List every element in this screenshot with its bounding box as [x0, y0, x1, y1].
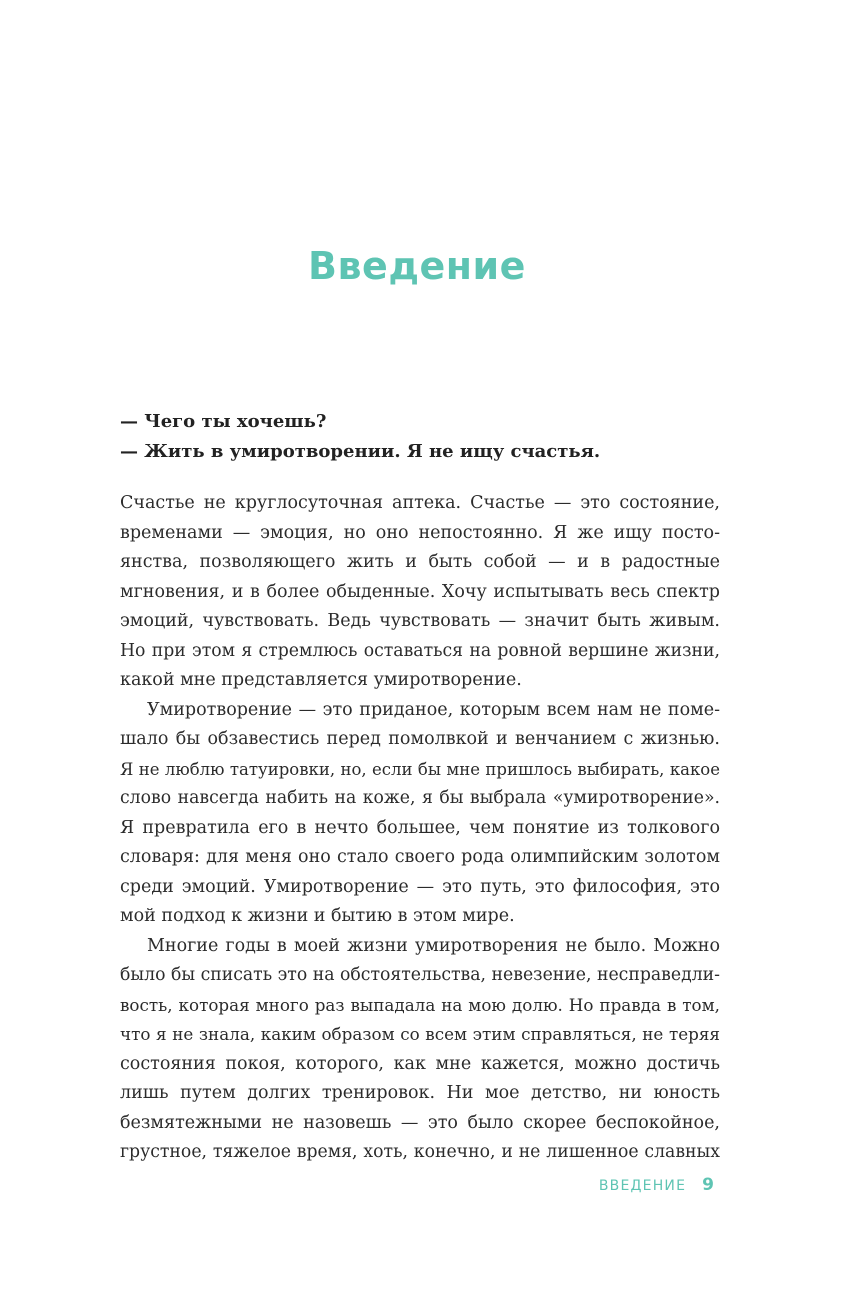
text-line: слово навсегда набить на коже, я бы выбрала «умиротворение». — [120, 788, 720, 808]
text-line: шало бы обзавестись перед помолвкой и венчанием с жизнью. — [120, 729, 720, 749]
paragraph — [120, 932, 720, 1168]
text-line: Я превратила его в нечто большее, чем понятие из толкового — [120, 817, 720, 838]
text-line: Счастье не круглосуточная аптека. Счастье — это состояние, — [120, 493, 720, 513]
text-line: Я не люблю татуировки, но, если бы мне пришлось выбирать, какое — [120, 759, 720, 779]
text-line: эмоций, чувствовать. Ведь чувствовать — значит быть живым. — [120, 611, 720, 631]
text-line: среди эмоций. Умиротворение — это путь, это философия, это — [120, 876, 720, 897]
text-line: янства, позволяющего жить и быть собой — и в радостные — [120, 552, 720, 572]
dialogue-question: — Чего ты хочешь? — [120, 411, 327, 432]
text-line: что я не знала, каким образом со всем этим справляться, не теряя — [120, 1024, 720, 1044]
text-line: словаря: для меня оно стало своего рода олимпийским золотом — [120, 847, 720, 867]
text-line: какой мне представляется умиротворение. — [120, 670, 522, 690]
body-text — [120, 489, 720, 1168]
paragraph — [120, 489, 720, 696]
text-line: временами — эмоция, но оно непостоянно. Я же ищу посто- — [120, 522, 720, 543]
text-line: было бы списать это на обстоятельства, невезение, несправедли- — [120, 965, 720, 985]
chapter-title: Введение — [308, 244, 526, 288]
dialogue-block — [120, 407, 720, 467]
text-line: Но при этом я стремлюсь оставаться на ровной вершине жизни, — [120, 640, 720, 661]
text-line: безмятежными не назовешь — это было скорее беспокойное, — [120, 1112, 720, 1133]
text-line: грустное, тяжелое время, хоть, конечно, и не лишенное славных — [120, 1142, 720, 1162]
text-line: вость, которая много раз выпадала на мою долю. Но правда в том, — [120, 994, 720, 1015]
text-line: мгновения, и в более обыденные. Хочу испытывать весь спектр — [120, 581, 720, 602]
running-footer — [599, 1175, 714, 1195]
text-line: мой подход к жизни и бытию в этом мире. — [120, 906, 515, 926]
text-line: Многие годы в моей жизни умиротворения не было. Можно — [147, 935, 720, 956]
text-line: лишь путем долгих тренировок. Ни мое детство, ни юность — [120, 1083, 720, 1103]
text-line: состояния покоя, которого, как мне кажется, можно достичь — [120, 1053, 720, 1074]
text-line: Умиротворение — это приданое, которым всем нам не поме- — [147, 699, 720, 720]
paragraph — [120, 696, 720, 932]
page-number: 9 — [702, 1175, 714, 1195]
dialogue-answer: — Жить в умиротворении. Я не ищу счастья. — [120, 441, 601, 462]
footer-section-label: ВВЕДЕНИЕ — [598, 1178, 687, 1194]
